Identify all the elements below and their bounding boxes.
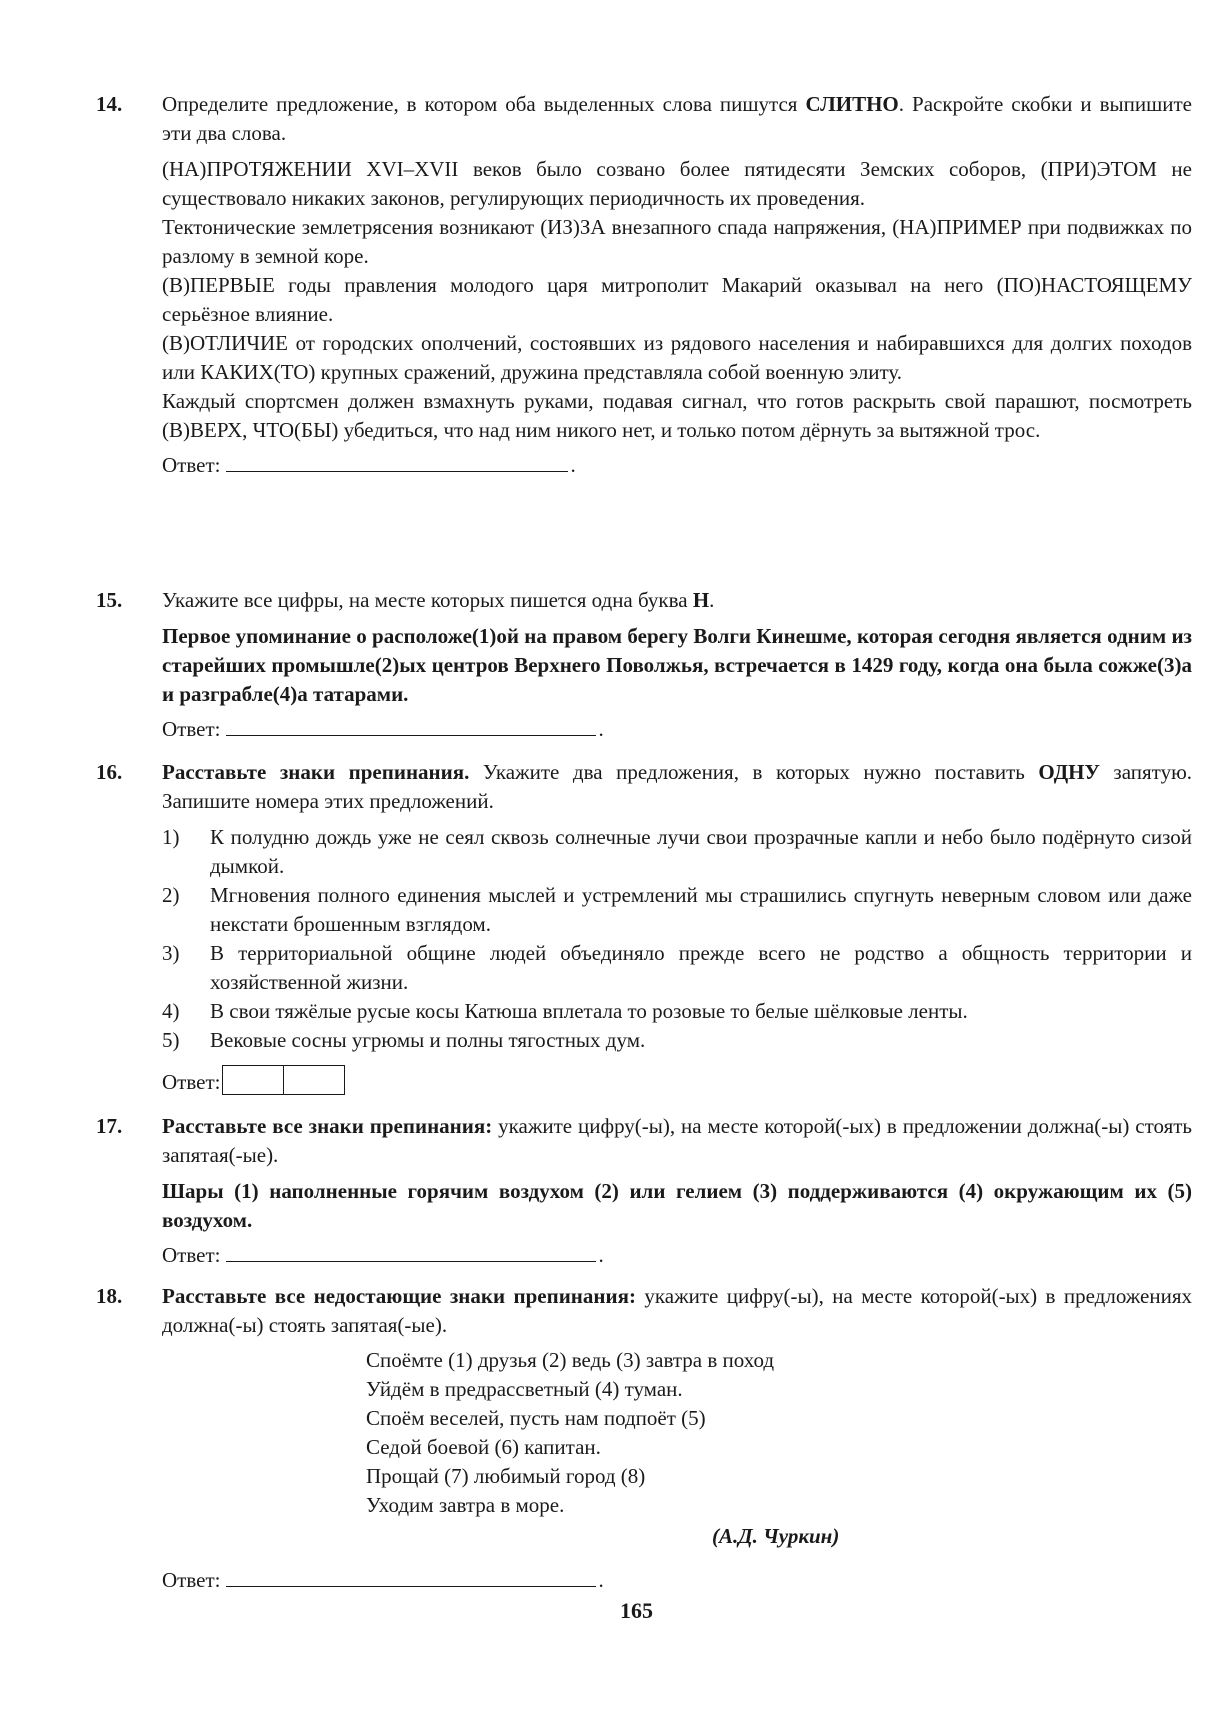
answer-label: Ответ: xyxy=(162,1243,221,1267)
task-instruction xyxy=(162,1112,1192,1170)
item-number: 5) xyxy=(162,1028,180,1052)
answer-field[interactable] xyxy=(226,1564,596,1587)
answer-row xyxy=(162,1059,1192,1097)
instruction-text: укажите цифру(-ы), на месте которой(-ых) в предложении должна(-ы) стоять запятая(-ые). xyxy=(162,1114,1192,1167)
list-item xyxy=(162,939,1192,997)
instruction-emphasis: Расставьте все недостающие знаки препинания: xyxy=(162,1284,636,1308)
poem-line: Споём веселей, пусть нам подпоёт (5) xyxy=(366,1406,706,1430)
instruction-emphasis: СЛИТНО xyxy=(805,92,899,116)
answer-row xyxy=(162,1564,1192,1595)
sentence: (В)ПЕРВЫЕ годы правления молодого царя митрополит Макарий оказывал на него (ПО)НАСТОЯЩЕМУ серьёзное влияние. xyxy=(162,273,1192,326)
poem-author: (А.Д. Чуркин) xyxy=(712,1524,840,1548)
answer-field[interactable] xyxy=(226,1239,596,1262)
sentence-list xyxy=(162,823,1192,1055)
poem-line: Споёмте (1) друзья (2) ведь (3) завтра в поход xyxy=(366,1348,775,1372)
task-number: 18. xyxy=(96,1284,123,1308)
poem-line: Уходим завтра в море. xyxy=(366,1493,565,1517)
task-number: 14. xyxy=(96,92,123,116)
answer-box-2[interactable] xyxy=(284,1065,345,1095)
instruction-text: Укажите два предложения, в которых нужно поставить xyxy=(469,760,1039,784)
item-text: В свои тяжёлые русые косы Катюша вплетала то розовые то белые шёлковые ленты. xyxy=(210,999,968,1023)
item-text: Мгновения полного единения мыслей и устремлений мы страшились спугнуть неверным словом или даже некстати брошенным взглядом. xyxy=(210,883,1192,936)
instruction-text: . xyxy=(709,588,715,612)
task-body xyxy=(162,1560,1192,1595)
task-number: 16. xyxy=(96,760,123,784)
answer-boxes xyxy=(222,1065,345,1095)
task-text: Шары (1) наполненные горячим воздухом (2) или гелием (3) поддерживаются (4) окружающим их (5) воздухом. xyxy=(162,1179,1192,1232)
item-number: 4) xyxy=(162,999,180,1023)
task-instruction xyxy=(162,90,1192,148)
answer-label: Ответ: xyxy=(162,453,221,477)
sentence: Тектонические землетрясения возникают (ИЗ)ЗА внезапного спада напряжения, (НА)ПРИМЕР при подвижках по разлому в земной коре. xyxy=(162,215,1192,268)
list-item xyxy=(162,881,1192,939)
answer-row xyxy=(162,713,1192,744)
answer-end: . xyxy=(570,453,576,477)
task-number: 15. xyxy=(96,588,123,612)
task-instruction xyxy=(162,1282,1192,1340)
instruction-text: Определите предложение, в котором оба выделенных слова пишутся xyxy=(162,92,806,116)
instruction-text: . Раскройте скобки и выпишите эти два слова. xyxy=(162,92,1192,145)
task-instruction xyxy=(162,758,1192,816)
instruction-emphasis: Расставьте все знаки препинания: xyxy=(162,1114,493,1138)
poem-line: Прощай (7) любимый город (8) xyxy=(366,1464,646,1488)
task-body xyxy=(162,1282,1192,1340)
sentence: (В)ОТЛИЧИЕ от городских ополчений, состоявших из рядового населения и набиравшихся для долгих походов или КАКИХ(ТО) крупных сражений, дружина представляла собой военную элиту. xyxy=(162,331,1192,384)
sentence: Каждый спортсмен должен взмахнуть руками, подавая сигнал, что готов раскрыть свой парашют, посмотреть (В)ВЕРХ, ЧТО(БЫ) убедиться, что над ним никого нет, и только потом дёрнуть за вытяжной трос. xyxy=(162,389,1192,442)
answer-label: Ответ: xyxy=(162,1070,221,1094)
instruction-emphasis: ОДНУ xyxy=(1038,760,1100,784)
poem-line: Уйдём в предрассветный (4) туман. xyxy=(366,1377,683,1401)
task-number: 17. xyxy=(96,1114,123,1138)
answer-field[interactable] xyxy=(226,713,596,736)
answer-row xyxy=(162,449,1192,480)
answer-end: . xyxy=(598,1568,604,1592)
answer-end: . xyxy=(598,717,604,741)
item-text: Вековые сосны угрюмы и полны тягостных дум. xyxy=(210,1028,646,1052)
answer-end: . xyxy=(598,1243,604,1267)
task-body xyxy=(162,758,1192,1097)
task-instruction xyxy=(162,586,1192,615)
page-number: 165 xyxy=(620,1598,653,1623)
list-item xyxy=(162,997,1192,1026)
task-body xyxy=(162,586,1192,744)
instruction-text: запятую. Запишите номера этих предложений. xyxy=(162,760,1193,813)
poem xyxy=(366,1346,774,1520)
list-item xyxy=(162,823,1192,881)
instruction-emphasis: Расставьте знаки препинания. xyxy=(162,760,470,784)
item-number: 3) xyxy=(162,941,180,965)
answer-label: Ответ: xyxy=(162,717,221,741)
list-item xyxy=(162,1026,1192,1055)
task-body xyxy=(162,90,1192,480)
item-text: К полудню дождь уже не сеял сквозь солнечные лучи свои прозрачные капли и небо было подёрнуто сизой дымкой. xyxy=(210,825,1192,878)
instruction-text: укажите цифру(-ы), на месте которой(-ых) в предложениях должна(-ы) стоять запятая(-ые). xyxy=(162,1284,1192,1337)
poem-line: Седой боевой (6) капитан. xyxy=(366,1435,601,1459)
answer-box-1[interactable] xyxy=(222,1065,284,1095)
answer-row xyxy=(162,1239,1192,1270)
answer-label: Ответ: xyxy=(162,1568,221,1592)
item-text: В территориальной общине людей объединяло прежде всего не родство а общность территории и хозяйственной жизни. xyxy=(210,941,1192,994)
task-body xyxy=(162,1112,1192,1270)
answer-field[interactable] xyxy=(226,449,568,472)
item-number: 2) xyxy=(162,883,180,907)
instruction-emphasis: Н xyxy=(692,588,710,612)
task-text: Первое упоминание о расположе(1)ой на правом берегу Волги Кинешме, которая сегодня является одним из старейших промышле(2)ых центров Верхнего Поволжья, встречается в 1429 году, когда она была сожже(3)а и разграбле(4)а татарами. xyxy=(162,624,1192,706)
instruction-text: Укажите все цифры, на месте которых пишется одна буква xyxy=(162,588,693,612)
sentence: (НА)ПРОТЯЖЕНИИ XVI–XVII веков было созвано более пятидесяти Земских соборов, (ПРИ)ЭТОМ не существовало никаких законов, регулирующих периодичность их проведения. xyxy=(162,157,1192,210)
item-number: 1) xyxy=(162,825,180,849)
